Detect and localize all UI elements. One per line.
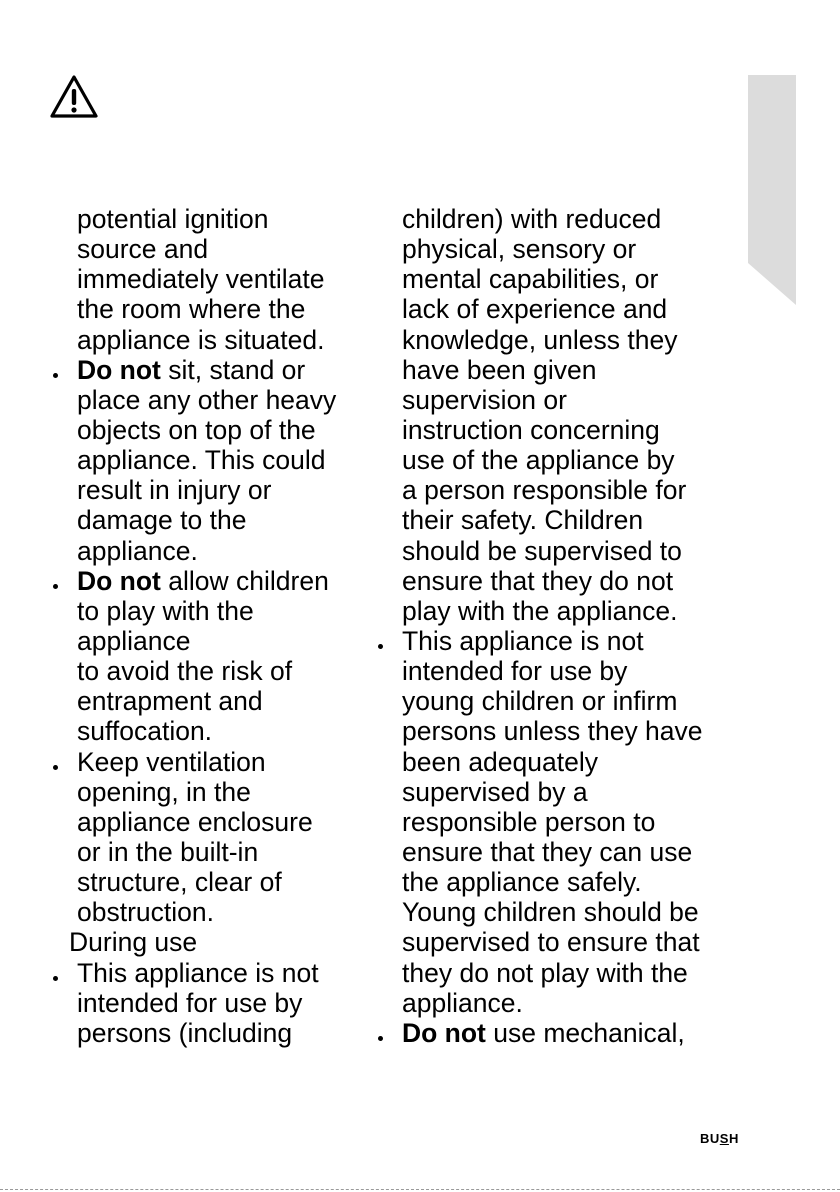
- warning-triangle-icon: [49, 74, 99, 120]
- bush-brand-logo: BUSH: [700, 1131, 739, 1146]
- line-text: appliance. This could: [77, 445, 326, 476]
- text-line: [373, 867, 753, 897]
- text-line: [48, 716, 378, 746]
- text-line: [373, 596, 753, 626]
- emphasis-text: Do not: [77, 354, 161, 385]
- text-line: [373, 355, 753, 385]
- line-text: ensure that they do not: [402, 565, 674, 596]
- line-text: appliance enclosure: [77, 806, 313, 837]
- text-line: [373, 927, 753, 957]
- line-text: play with the appliance.: [402, 595, 678, 626]
- emphasis-text: Do not: [77, 565, 161, 596]
- text-line: [48, 505, 378, 535]
- line-text: This appliance is not: [402, 625, 644, 656]
- line-text: During use: [69, 927, 198, 958]
- text-line: [48, 807, 378, 837]
- line-text: mental capabilities, or: [402, 264, 659, 295]
- line-text: young children or infirm: [402, 686, 678, 717]
- text-line: [48, 415, 378, 445]
- line-text: their safety. Children: [402, 505, 644, 536]
- text-line: [48, 988, 378, 1018]
- line-text: entrapment and: [77, 686, 263, 717]
- line-text: to play with the: [77, 595, 254, 626]
- line-text: responsible person to: [402, 806, 656, 837]
- line-text: they do not play with the: [402, 957, 688, 988]
- text-line: [48, 204, 378, 234]
- line-text: use of the appliance by: [402, 445, 675, 476]
- line-text: persons (including: [77, 1017, 293, 1048]
- text-line: [48, 264, 378, 294]
- text-line: [373, 747, 753, 777]
- line-text: have been given: [402, 354, 597, 385]
- line-text: appliance.: [402, 987, 523, 1018]
- text-line: [48, 656, 378, 686]
- line-text: damage to the: [77, 505, 247, 536]
- line-text: instruction concerning: [402, 414, 660, 445]
- text-line: [373, 716, 753, 746]
- line-text: potential ignition: [77, 204, 269, 234]
- line-text: the room where the: [77, 294, 306, 325]
- text-line: [48, 626, 378, 656]
- line-text: knowledge, unless they: [402, 324, 678, 355]
- line-text: place any other heavy: [77, 384, 337, 415]
- line-text: lack of experience and: [402, 294, 668, 325]
- text-line: [373, 958, 753, 988]
- line-text: This appliance is not: [77, 957, 319, 988]
- text-line: [373, 536, 753, 566]
- text-line: [373, 294, 753, 324]
- text-line: [48, 325, 378, 355]
- line-text: objects on top of the: [77, 414, 316, 445]
- line-text: should be supervised to: [402, 535, 682, 566]
- text-line: [48, 958, 378, 988]
- line-text: appliance is situated.: [77, 324, 325, 355]
- text-line: [48, 536, 378, 566]
- text-line: [373, 807, 753, 837]
- text-line: [48, 686, 378, 716]
- line-text: Young children should be: [402, 897, 699, 928]
- line-text: ensure that they can use: [402, 836, 693, 867]
- text-line: [48, 355, 378, 385]
- text-line: [48, 837, 378, 867]
- text-line: [48, 596, 378, 626]
- text-line: [373, 656, 753, 686]
- line-text: result in injury or: [77, 475, 272, 506]
- emphasis-text: Do not: [402, 1017, 486, 1048]
- line-text: structure, clear of: [77, 867, 282, 898]
- text-line: [48, 234, 378, 264]
- text-line: [48, 1018, 378, 1048]
- text-line: [373, 897, 753, 927]
- line-text: use mechanical,: [485, 1017, 685, 1048]
- text-line: [48, 897, 378, 927]
- text-line: [373, 325, 753, 355]
- line-text: intended for use by: [402, 656, 628, 687]
- text-line: [373, 505, 753, 535]
- text-line: [48, 777, 378, 807]
- text-line: [48, 445, 378, 475]
- text-line: [373, 385, 753, 415]
- line-text: or in the built-in: [77, 836, 259, 867]
- text-line: [48, 747, 378, 777]
- line-text: sit, stand or: [160, 354, 306, 385]
- line-text: been adequately: [402, 746, 598, 777]
- text-line: [373, 415, 753, 445]
- text-line: [373, 837, 753, 867]
- page-bottom-rule: [0, 1189, 840, 1190]
- line-text: children) with reduced: [402, 204, 662, 234]
- line-text: intended for use by: [77, 987, 303, 1018]
- line-text: a person responsible for: [402, 475, 687, 506]
- text-line: [373, 1018, 753, 1048]
- text-line: [373, 264, 753, 294]
- line-text: source and: [77, 234, 209, 265]
- text-line: [373, 204, 753, 234]
- text-line: [373, 445, 753, 475]
- line-text: supervision or: [402, 384, 567, 415]
- line-text: physical, sensory or: [402, 234, 637, 265]
- line-text: allow children: [160, 565, 329, 596]
- line-text: supervised by a: [402, 776, 588, 807]
- line-text: supervised to ensure that: [402, 927, 700, 958]
- text-line: [48, 385, 378, 415]
- text-line: [48, 294, 378, 324]
- text-line: [373, 777, 753, 807]
- line-text: appliance: [77, 625, 191, 656]
- right-text-column: [373, 204, 753, 1048]
- subsection-heading: [48, 927, 378, 957]
- line-text: Keep ventilation: [77, 746, 266, 777]
- text-line: [48, 475, 378, 505]
- section-side-tab: [748, 75, 796, 305]
- text-line: [373, 686, 753, 716]
- line-text: appliance.: [77, 535, 198, 566]
- text-line: [373, 566, 753, 596]
- line-text: suffocation.: [77, 716, 213, 747]
- line-text: to avoid the risk of: [77, 656, 293, 687]
- text-line: [373, 475, 753, 505]
- text-line: [373, 626, 753, 656]
- line-text: obstruction.: [77, 897, 214, 928]
- text-line: [373, 988, 753, 1018]
- line-text: opening, in the: [77, 776, 251, 807]
- left-text-column: [48, 204, 378, 1048]
- line-text: immediately ventilate: [77, 264, 325, 295]
- line-text: the appliance safely.: [402, 867, 642, 898]
- text-line: [48, 867, 378, 897]
- text-line: [373, 234, 753, 264]
- line-text: persons unless they have: [402, 716, 703, 747]
- text-line: [48, 566, 378, 596]
